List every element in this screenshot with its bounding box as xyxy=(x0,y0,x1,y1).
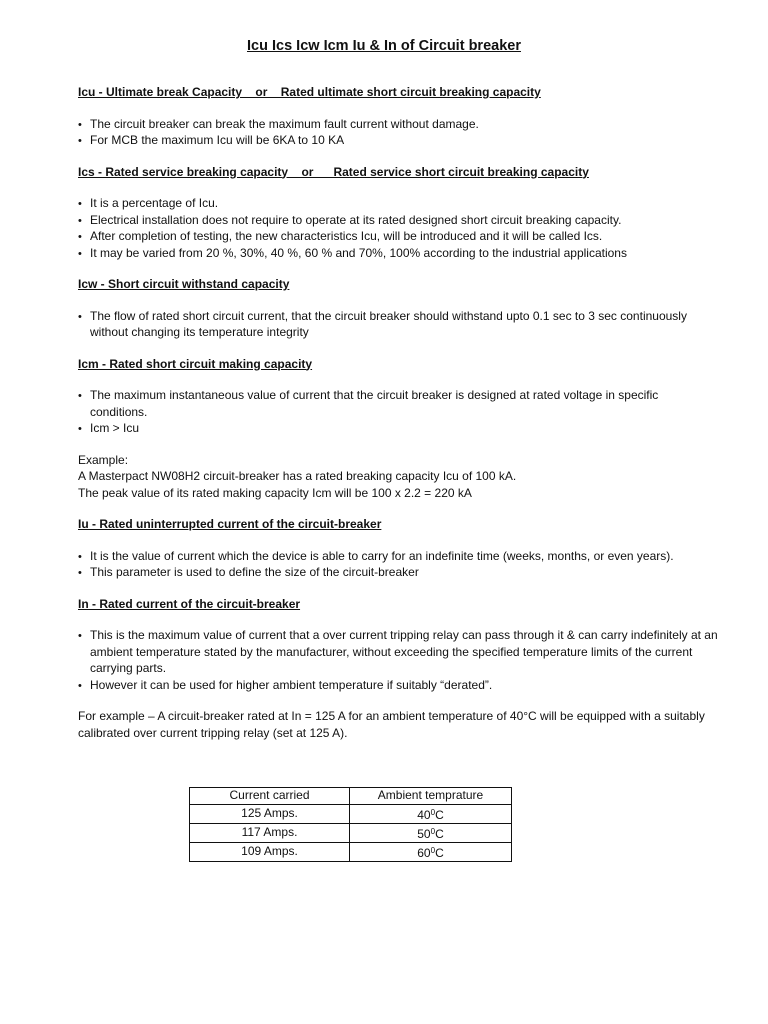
section-in xyxy=(78,596,718,694)
table-row xyxy=(190,804,512,823)
temperature-cell xyxy=(350,842,512,861)
list-item: • It is a percentage of Icu. xyxy=(78,195,718,212)
example-label: Example: xyxy=(78,452,129,467)
section-icu xyxy=(78,84,718,149)
list-item: • This parameter is used to define the size of the circuit-breaker xyxy=(78,564,718,581)
bullet-list xyxy=(78,387,718,437)
list-item: • After completion of testing, the new characteristics Icu, will be introduced and it will be called Ics. xyxy=(78,228,718,245)
list-item: • This is the maximum value of current that a over current tripping relay can pass through it & can carry indefinitely at an ambient temperature stated by the manufacturer, without exceeding the specified temperature limits of the current carrying parts. xyxy=(78,627,718,677)
document-body xyxy=(78,84,718,757)
bullet-list xyxy=(78,116,718,149)
table-row xyxy=(190,842,512,861)
section-heading: In - Rated current of the circuit-breaker xyxy=(78,596,301,611)
table-row xyxy=(190,823,512,842)
example-line: The peak value of its rated making capacity Icm will be 100 x 2.2 = 220 kA xyxy=(78,485,472,500)
list-item: • The flow of rated short circuit current, that the circuit breaker should withstand upto 0.1 sec to 3 sec continuously without changing its temperature integrity xyxy=(78,308,718,341)
example-block xyxy=(78,452,718,502)
list-item: • The maximum instantaneous value of current that the circuit breaker is designed at rated voltage in specific conditions. xyxy=(78,387,718,420)
section-heading: Icu - Ultimate break Capacity or Rated ultimate short circuit breaking capacity xyxy=(78,85,541,99)
list-item: • For MCB the maximum Icu will be 6KA to 10 KA xyxy=(78,132,718,149)
temperature-unit: C xyxy=(435,845,444,860)
degree-mark: 0 xyxy=(430,845,436,855)
degree-mark: 0 xyxy=(430,807,436,817)
current-cell: 109 Amps. xyxy=(190,842,350,861)
bullet-list xyxy=(78,548,718,581)
section-icw xyxy=(78,276,718,341)
temperature-value: 40 xyxy=(417,807,431,822)
section-iu xyxy=(78,516,718,581)
list-item: • The circuit breaker can break the maximum fault current without damage. xyxy=(78,116,718,133)
section-heading: Icw - Short circuit withstand capacity xyxy=(78,277,290,291)
bullet-list xyxy=(78,627,718,693)
section-icm xyxy=(78,356,718,437)
current-cell: 117 Amps. xyxy=(190,823,350,842)
degree-mark: 0 xyxy=(430,826,436,836)
current-cell: 125 Amps. xyxy=(190,804,350,823)
temperature-cell xyxy=(350,823,512,842)
list-item: • However it can be used for higher ambient temperature if suitably “derated”. xyxy=(78,677,718,694)
list-item: • It may be varied from 20 %, 30%, 40 %, 60 % and 70%, 100% according to the industrial applications xyxy=(78,245,718,262)
section-ics xyxy=(78,164,718,262)
temperature-value: 50 xyxy=(417,826,431,841)
temperature-value: 60 xyxy=(417,845,431,860)
column-header: Current carried xyxy=(190,788,350,805)
temperature-unit: C xyxy=(435,807,444,822)
bullet-list xyxy=(78,308,718,341)
example-line: A Masterpact NW08H2 circuit-breaker has a rated breaking capacity Icu of 100 kA. xyxy=(78,469,517,483)
section-heading: Iu - Rated uninterrupted current of the circuit-breaker xyxy=(78,517,382,531)
list-item: • Icm > Icu xyxy=(78,420,718,437)
table-header-row xyxy=(190,788,512,805)
temperature-unit: C xyxy=(435,826,444,841)
list-item: • Electrical installation does not require to operate at its rated designed short circuit breaking capacity. xyxy=(78,212,718,229)
temperature-cell xyxy=(350,804,512,823)
page-title: Icu Ics Icw Icm Iu & In of Circuit breaker xyxy=(247,38,521,54)
section-heading: Ics - Rated service breaking capacity or Rated service short circuit breaking capacity xyxy=(78,164,589,179)
section-heading: Icm - Rated short circuit making capacity xyxy=(78,356,313,371)
list-item: • It is the value of current which the device is able to carry for an indefinite time (weeks, months, or even years). xyxy=(78,548,718,565)
ambient-temperature-table xyxy=(189,787,512,862)
for-example-paragraph: For example – A circuit-breaker rated at In = 125 A for an ambient temperature of 40°C will be equipped with a suitably calibrated over current tripping relay (set at 125 A). xyxy=(78,709,705,740)
bullet-list xyxy=(78,195,718,261)
column-header: Ambient temprature xyxy=(350,788,512,805)
